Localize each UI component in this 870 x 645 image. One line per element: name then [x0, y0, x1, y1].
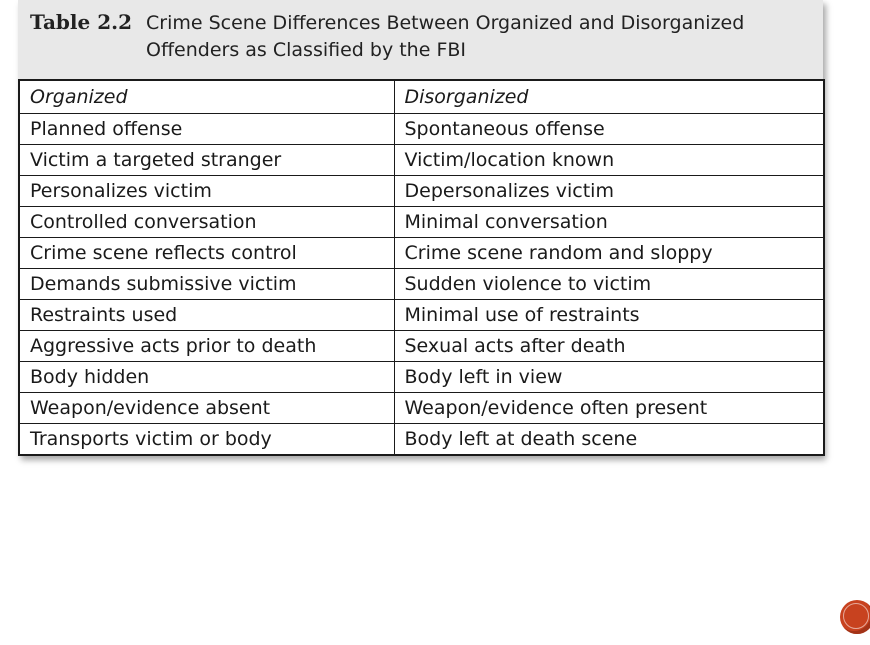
slide-nav-circle-icon[interactable]	[840, 600, 870, 634]
table-row	[19, 176, 824, 207]
table-row	[19, 145, 824, 176]
table-cell-organized: Transports victim or body	[19, 424, 394, 456]
table-cell-disorganized: Weapon/evidence often present	[394, 393, 824, 424]
crime-scene-table	[18, 0, 823, 456]
table-row	[19, 300, 824, 331]
table-cell-organized: Aggressive acts prior to death	[19, 331, 394, 362]
table-row	[19, 424, 824, 456]
table-row	[19, 393, 824, 424]
table-cell-disorganized: Spontaneous offense	[394, 114, 824, 145]
table-row	[19, 331, 824, 362]
table-cell-organized: Weapon/evidence absent	[19, 393, 394, 424]
table-cell-disorganized: Minimal conversation	[394, 207, 824, 238]
table-cell-organized: Victim a targeted stranger	[19, 145, 394, 176]
column-header-organized: Organized	[19, 80, 394, 114]
table-cell-organized: Demands submissive victim	[19, 269, 394, 300]
table-cell-disorganized: Sudden violence to victim	[394, 269, 824, 300]
table-cell-organized: Restraints used	[19, 300, 394, 331]
table-cell-disorganized: Depersonalizes victim	[394, 176, 824, 207]
table-cell-disorganized: Crime scene random and sloppy	[394, 238, 824, 269]
table-caption	[18, 0, 823, 79]
table-cell-organized: Controlled conversation	[19, 207, 394, 238]
table-caption-label: Table 2.2	[30, 10, 132, 34]
table-row	[19, 269, 824, 300]
comparison-table	[18, 79, 825, 456]
table-caption-text: Crime Scene Differences Between Organized and Disorganized Offenders as Classified by the FBI	[146, 12, 745, 61]
table-cell-disorganized: Minimal use of restraints	[394, 300, 824, 331]
table-row	[19, 362, 824, 393]
table-header-row	[19, 80, 824, 114]
table-cell-disorganized: Body left in view	[394, 362, 824, 393]
table-row	[19, 114, 824, 145]
table-cell-organized: Crime scene reflects control	[19, 238, 394, 269]
table-cell-organized: Planned offense	[19, 114, 394, 145]
table-row	[19, 238, 824, 269]
table-cell-disorganized: Body left at death scene	[394, 424, 824, 456]
table-cell-organized: Personalizes victim	[19, 176, 394, 207]
table-cell-disorganized: Sexual acts after death	[394, 331, 824, 362]
column-header-disorganized: Disorganized	[394, 80, 824, 114]
table-cell-disorganized: Victim/location known	[394, 145, 824, 176]
table-row	[19, 207, 824, 238]
table-cell-organized: Body hidden	[19, 362, 394, 393]
